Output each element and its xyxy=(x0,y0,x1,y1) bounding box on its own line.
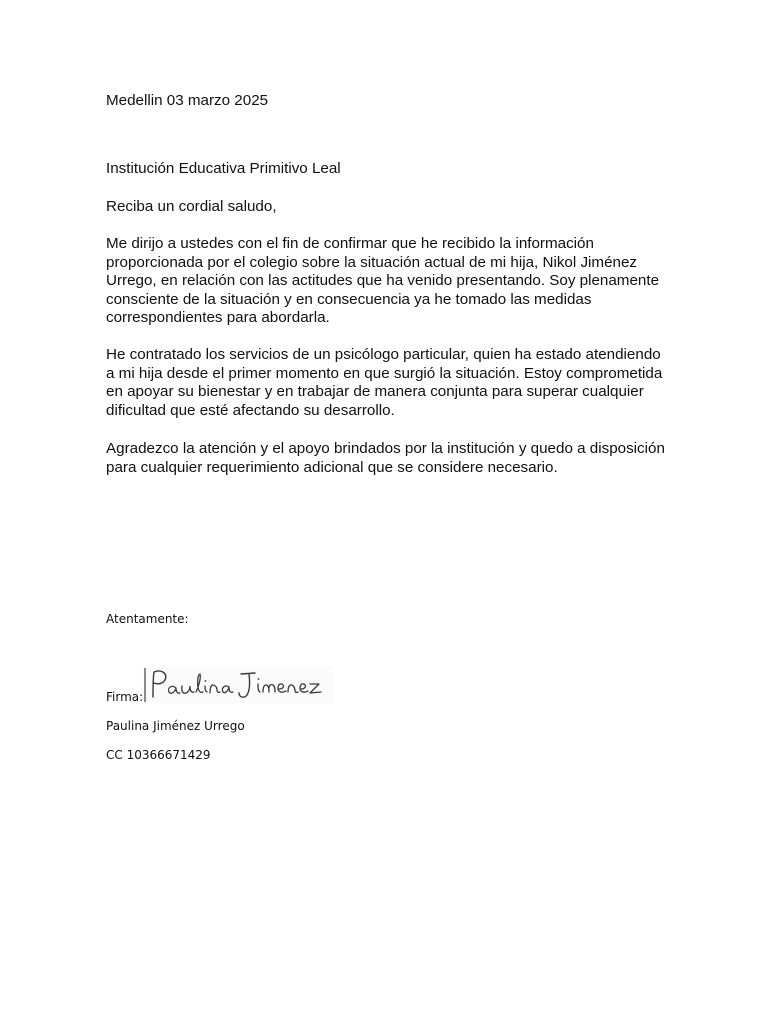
paragraph-line: Me dirijo a ustedes con el fin de confirmar que he recibido la información xyxy=(106,235,594,252)
paragraph-line: Urrego, en relación con las actitudes que ha venido presentando. Soy plenamente xyxy=(106,272,660,289)
paragraph-line: Agradezco la atención y el apoyo brindados por la institución y quedo a disposición xyxy=(106,440,665,457)
paragraph-line: dificultad que esté afectando su desarrollo. xyxy=(106,401,395,419)
paragraph-thanks xyxy=(106,440,665,477)
paragraph-line: en apoyar su bienestar y en trabajar de manera conjunta para superar cualquier xyxy=(106,383,644,400)
signature-label: Firma: xyxy=(106,690,144,704)
paragraph-line: para cualquier requerimiento adicional que se considere necesario. xyxy=(106,458,558,476)
closing: Atentamente: xyxy=(106,612,189,626)
paragraph-psychologist xyxy=(106,346,662,420)
paragraph-line: consciente de la situación y en consecuencia ya he tomado las medidas xyxy=(106,290,592,308)
signer-id-number: CC 10366671429 xyxy=(106,748,211,762)
paragraph-line: correspondientes para abordarla. xyxy=(106,309,330,326)
paragraph-line: proporcionada por el colegio sobre la situación actual de mi hija, Nikol Jiménez xyxy=(106,253,638,271)
paragraph-line: a mi hija desde el primer momento en que surgió la situación. Estoy comprometida xyxy=(106,364,663,382)
signature-image xyxy=(143,666,333,704)
recipient-institution: Institución Educativa Primitivo Leal xyxy=(106,160,341,177)
handwritten-signature xyxy=(143,666,333,704)
greeting: Reciba un cordial saludo, xyxy=(106,198,277,215)
letter-date: Medellin 03 marzo 2025 xyxy=(106,92,269,109)
paragraph-confirmation xyxy=(106,235,659,328)
signer-name: Paulina Jiménez Urrego xyxy=(106,719,245,733)
paragraph-line: He contratado los servicios de un psicólogo particular, quien ha estado atendiendo xyxy=(106,346,661,363)
